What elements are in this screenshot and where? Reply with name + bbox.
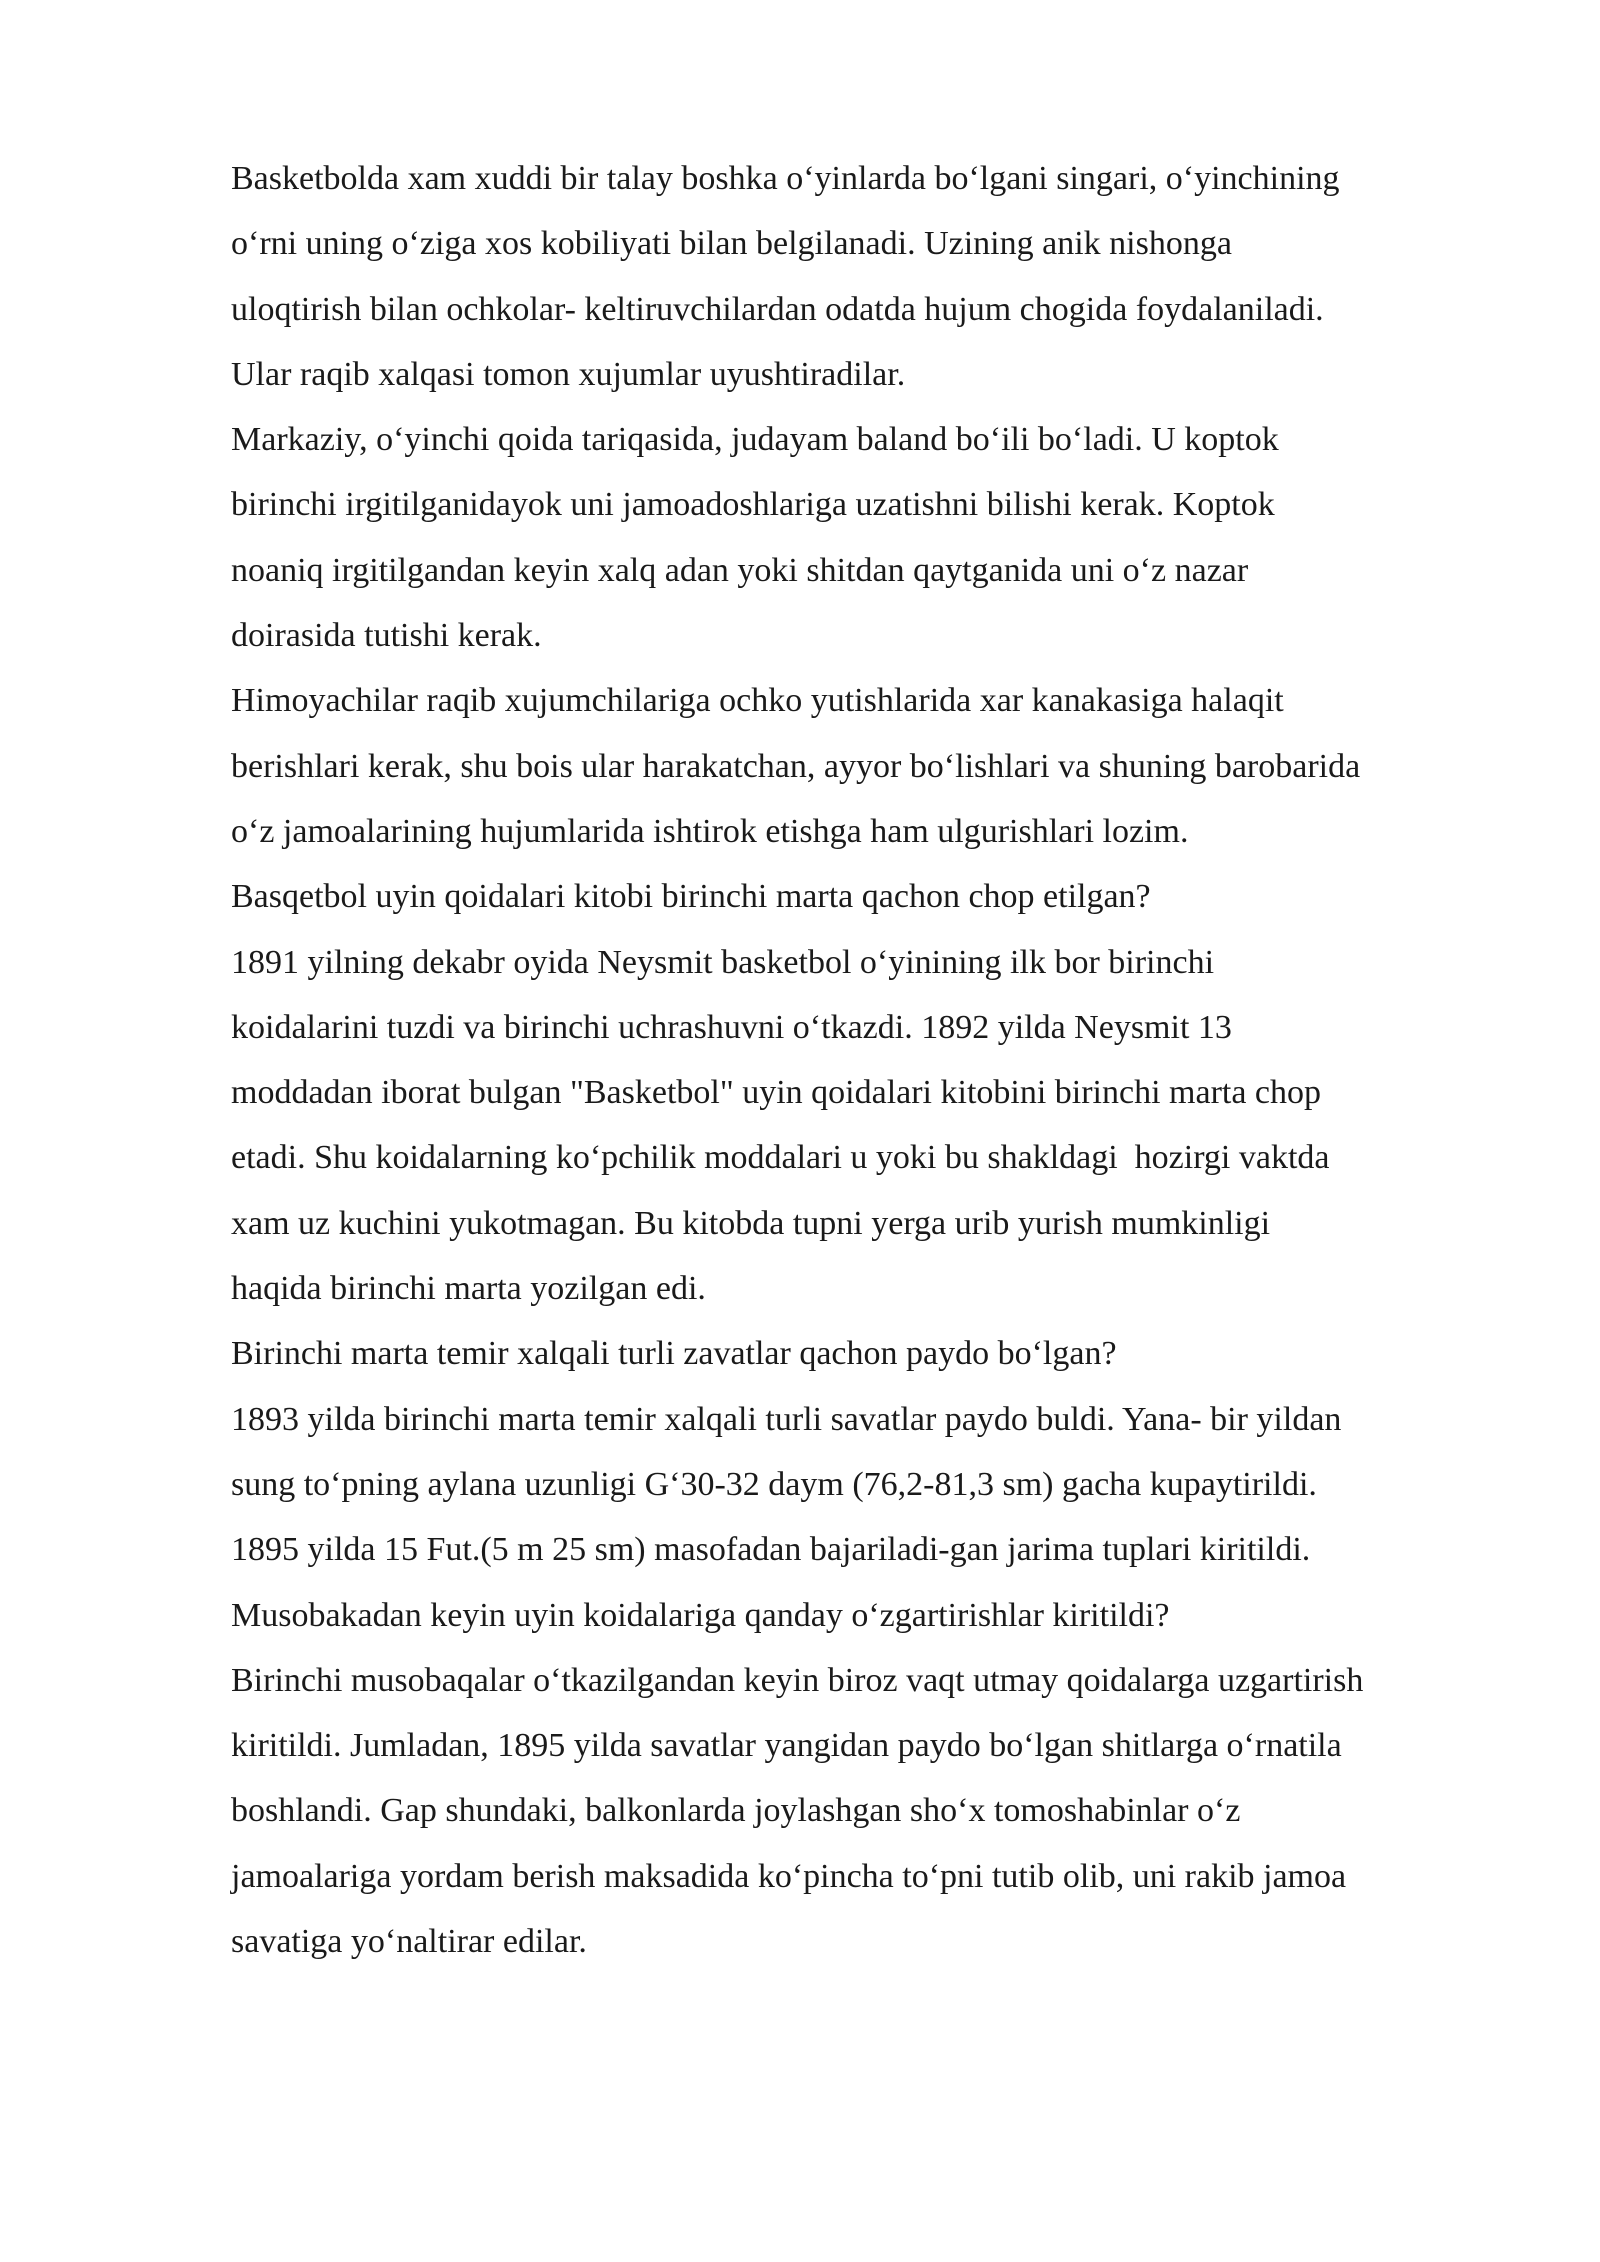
question-iron-hoops [231,1321,1521,1386]
paragraph-player-roles [231,146,1521,407]
text-line: birinchi irgitilganidayok uni jamoadoshlariga uzatishni bilishi kerak. Koptok [231,486,1275,524]
text-line: Birinchi musobaqalar o‘tkazilgandan keyin biroz vaqt utmay qoidalarga uzgartirish [231,1661,1364,1699]
paragraph-defenders [231,668,1521,864]
text-line: sung to‘pning aylana uzunligi G‘30-32 daym (76,2-81,3 sm) gacha kupaytirildi. [231,1465,1317,1503]
text-line: kiritildi. Jumladan, 1895 yilda savatlar yangidan paydo bo‘lgan shitlarga o‘rnatila [231,1727,1342,1765]
text-line: o‘rni uning o‘ziga xos kobiliyati bilan belgilanadi. Uzining anik nishonga [231,225,1232,263]
text-line: xam uz kuchini yukotmagan. Bu kitobda tupni yerga urib yurish mumkinligi [231,1204,1271,1242]
text-line: Ular raqib xalqasi tomon xujumlar uyushtiradilar. [231,355,906,393]
text-line: o‘z jamoalarining hujumlarida ishtirok etishga ham ulgurishlari lozim. [231,812,1189,850]
text-line: koidalarini tuzdi va birinchi uchrashuvni o‘tkazdi. 1892 yilda Neysmit 13 [231,1008,1232,1046]
text-line: 1895 yilda 15 Fut.(5 m 25 sm) masofadan bajariladi-gan jarima tuplari kiritildi. [231,1531,1311,1569]
document-body [231,146,1521,1974]
text-line: moddadan iborat bulgan "Basketbol" uyin qoidalari kitobini birinchi marta chop [231,1074,1322,1112]
text-line: jamoalariga yordam berish maksadida ko‘pincha to‘pni tutib olib, uni rakib jamoa [231,1857,1347,1895]
text-line: noaniq irgitilgandan keyin xalq adan yoki shitdan qaytganida uni o‘z nazar [231,551,1249,589]
text-line: Markaziy, o‘yinchi qoida tariqasida, judayam baland bo‘ili bo‘ladi. U koptok [231,421,1279,459]
answer-iron-hoops [231,1387,1521,1583]
text-line: haqida birinchi marta yozilgan edi. [231,1270,706,1308]
text-line: Birinchi marta temir xalqali turli zavatlar qachon paydo bo‘lgan? [231,1335,1117,1373]
text-line: 1891 yilning dekabr oyida Neysmit basketbol o‘yinining ilk bor birinchi [231,943,1215,981]
question-rule-changes [231,1583,1521,1648]
answer-rulebook [231,930,1521,1322]
text-line: uloqtirish bilan ochkolar- keltiruvchilardan odatda hujum chogida foydalaniladi. [231,290,1324,328]
text-line: doirasida tutishi kerak. [231,617,542,655]
text-line: Basketbolda xam xuddi bir talay boshka o‘yinlarda bo‘lgani singari, o‘yinchining [231,160,1340,197]
text-line: etadi. Shu koidalarning ko‘pchilik moddalari u yoki bu shakldagi hozirgi vaktda [231,1139,1330,1177]
text-line: Musobakadan keyin uyin koidalariga qanday o‘zgartirishlar kiritildi? [231,1596,1170,1634]
text-line: Himoyachilar raqib xujumchilariga ochko yutishlarida xar kanakasiga halaqit [231,682,1284,720]
question-rulebook [231,864,1521,929]
text-line: boshlandi. Gap shundaki, balkonlarda joylashgan sho‘x tomoshabinlar o‘z [231,1792,1241,1830]
text-line: savatiga yo‘naltirar edilar. [231,1923,587,1961]
paragraph-center-player [231,407,1521,668]
answer-rule-changes [231,1648,1521,1974]
text-line: Basqetbol uyin qoidalari kitobi birinchi marta qachon chop etilgan? [231,878,1151,916]
text-line: berishlari kerak, shu bois ular harakatchan, ayyor bo‘lishlari va shuning barobarida [231,747,1361,785]
text-line: 1893 yilda birinchi marta temir xalqali turli savatlar paydo buldi. Yana- bir yildan [231,1400,1342,1438]
